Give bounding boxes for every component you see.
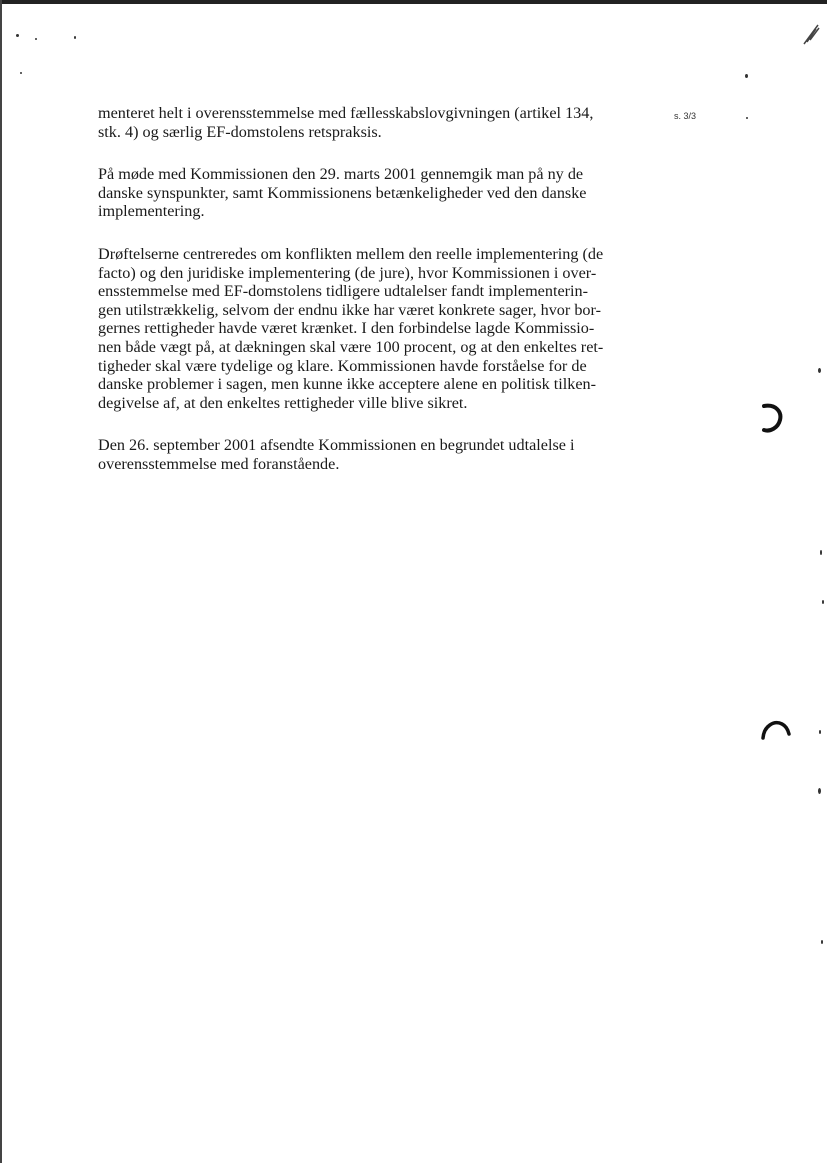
text-line: degivelse af, at den enkeltes rettigheder ville blive sikret. [98,393,468,412]
corner-scribble-mark [800,22,822,48]
scan-speck [20,72,22,74]
text-line: danske synspunkter, samt Kommissionens betænkeligheder ved den danske [98,183,587,202]
text-line: Den 26. september 2001 afsendte Kommissionen en begrundet udtalelse i [98,436,575,455]
text-line: ensstemmelse med EF-domstolens tidligere udtalelser fandt implementerin- [98,282,588,301]
text-line: overensstemmelse med foranstående. [98,454,340,473]
text-line: På møde med Kommissionen den 29. marts 2001 gennemgik man på ny de [98,165,584,184]
text-line: gen utilstrækkelig, selvom der endnu ikke har været konkrete sager, hvor bor- [98,300,601,319]
text-line: danske problemer i sagen, men kunne ikke acceptere alene en politisk tilken- [98,375,597,394]
scan-speck [746,117,748,119]
paragraph-3 [98,245,633,412]
text-line: stk. 4) og særlig EF-domstolens retspraksis. [98,122,382,141]
scan-speck [818,788,821,794]
scan-top-edge [0,0,827,4]
scan-speck [16,34,19,37]
scan-speck [35,38,37,40]
text-line: implementering. [98,202,205,221]
scan-speck [819,730,821,734]
text-line: menteret helt i overensstemmelse med fællesskabslovgivningen (artikel 134, [98,104,594,122]
text-line: nen både vægt på, at dækningen skal være 100 procent, og at den enkeltes ret- [98,337,604,356]
scan-speck [818,368,821,373]
scan-speck [820,550,822,555]
page-number: s. 3/3 [674,111,697,121]
text-line: facto) og den juridiske implementering (de jure), hvor Kommissionen i over- [98,263,597,282]
paragraph-1 [98,104,633,141]
scan-speck [822,600,824,604]
scan-speck [74,36,76,39]
text-line: tigheder skal være tydelige og klare. Kommissionen havde forståelse for de [98,356,587,375]
text-line: Drøftelserne centreredes om konflikten mellem den reelle implementering (de [98,244,604,263]
paragraph-2 [98,165,633,221]
punch-hole-mark-lower [760,718,792,744]
paragraph-4 [98,436,633,473]
punch-hole-mark-upper [758,402,786,434]
text-line: gernes rettigheder havde været krænket. I den forbindelse lagde Kommissio- [98,319,595,338]
document-body [98,104,633,498]
scan-speck [745,74,748,78]
scan-speck [821,940,823,944]
scan-left-edge [0,0,2,1163]
